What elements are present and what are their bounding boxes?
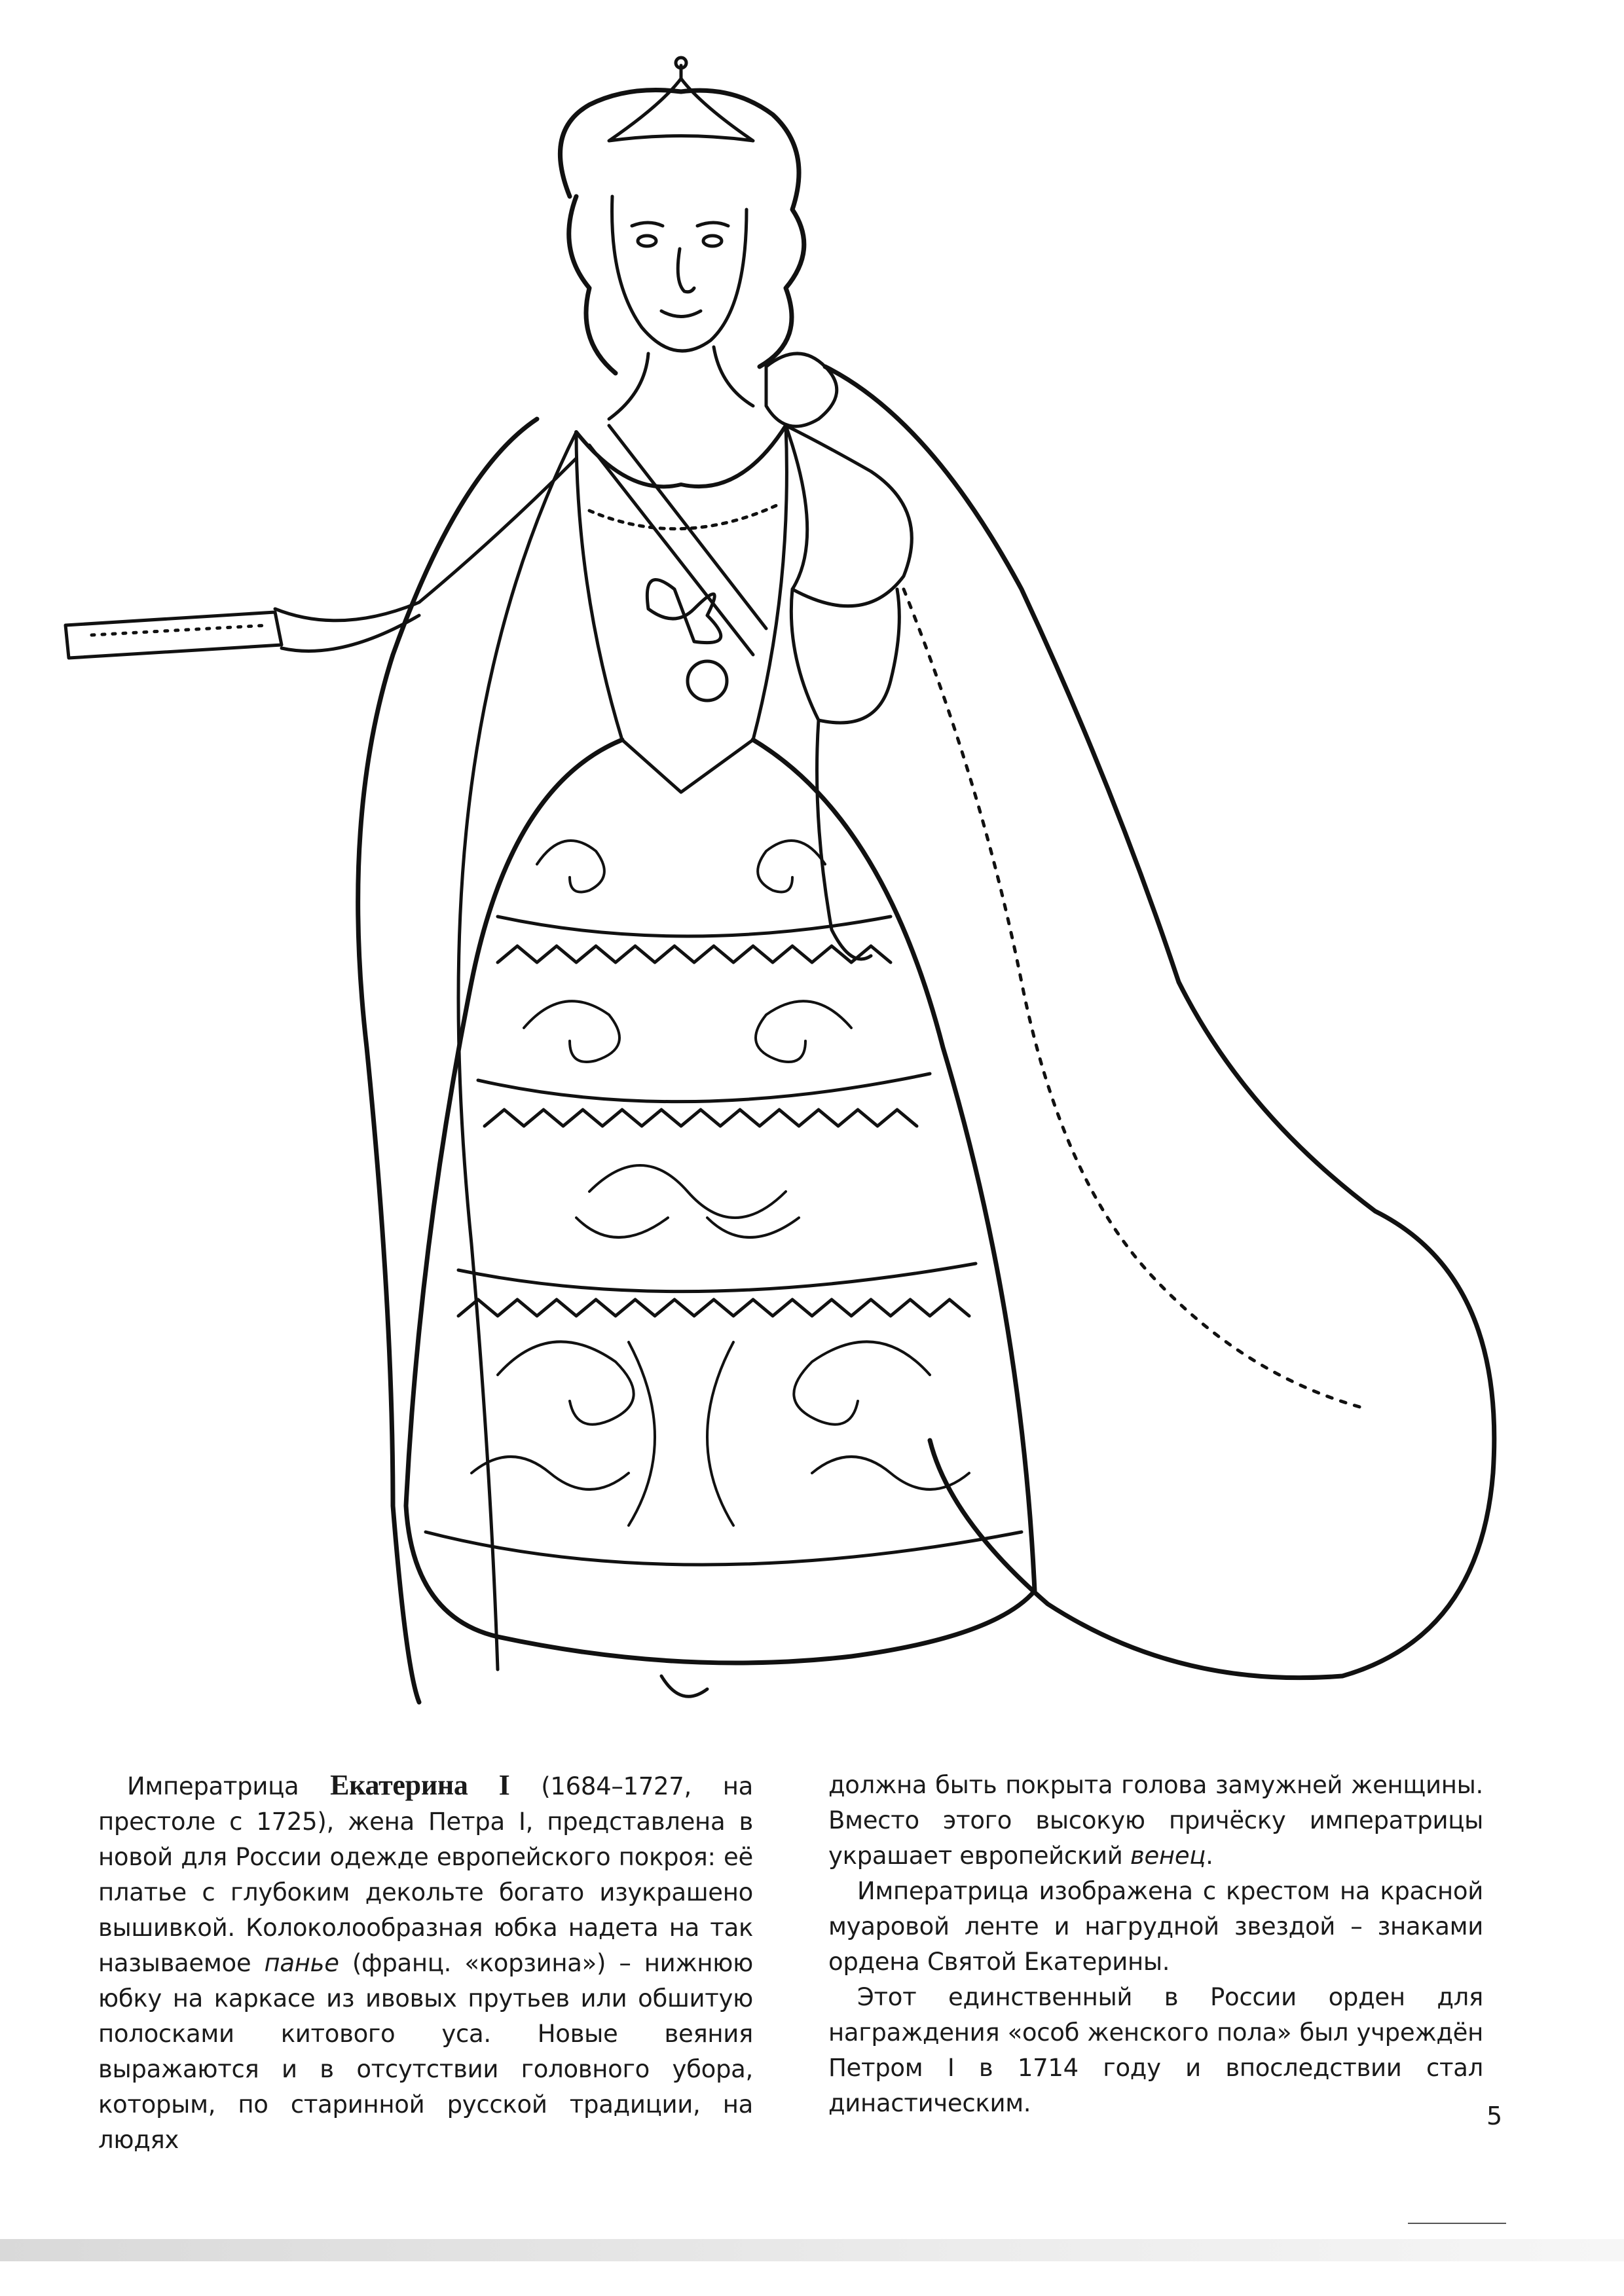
sash (589, 426, 766, 655)
skirt (406, 740, 1035, 1663)
mantle-right (825, 367, 1494, 1678)
term-italic: венец (1130, 1842, 1206, 1870)
paragraph (98, 1768, 753, 2158)
scan-rule (1408, 2223, 1506, 2224)
term-italic: панье (264, 1949, 339, 1977)
paragraph: Этот единственный в России орден для награждения «особ женского пола» был учреждён Петром I в 1714 году и впоследствии стал династическим. (828, 1983, 1483, 2117)
skirt-scrollwork (471, 841, 969, 1525)
paragraph (828, 1768, 1483, 1874)
text: должна быть покрыта голова замужней женщины. Вместо этого высокую причёску императрицы украшает европейский (828, 1771, 1483, 1870)
right-sleeve (786, 426, 912, 606)
text-column-right (828, 1768, 1483, 2121)
fan (65, 612, 282, 658)
order-bow (647, 579, 721, 642)
paragraph: Императрица изображена с крестом на красной муаровой ленте и нагрудной звездой – знаками ордена Святой Екатерины. (828, 1877, 1483, 1976)
empress-name: Екатерина I (330, 1769, 510, 1801)
shoe (661, 1676, 707, 1696)
text-column-left (98, 1768, 753, 2158)
bodice-neckline (576, 426, 786, 486)
text: . (1206, 1842, 1213, 1870)
text: Императрица (127, 1772, 331, 1800)
page-number: 5 (1486, 2102, 1503, 2130)
shoulder-rosette (766, 354, 837, 426)
text: (франц. «корзина») – нижнюю юбку на каркасе из ивовых прутьев или обшитую полосками китового уса. Новые веяния выражаются и в отсутствии головного убора, которым, по старинной русской традиции, на людях (98, 1949, 753, 2154)
hair (560, 90, 803, 367)
text: (1684–1727, на престоле с 1725), жена Петра I, представлена в новой для России одежде европейского покроя: её платье с глубоким декольте богато изукрашено вышивкой. Колоколообразная юбка надета на так называемое (98, 1772, 753, 1977)
order-cross (688, 661, 727, 701)
scan-edge (0, 2239, 1624, 2261)
mantle-left (358, 419, 537, 1702)
tiara (609, 79, 753, 141)
